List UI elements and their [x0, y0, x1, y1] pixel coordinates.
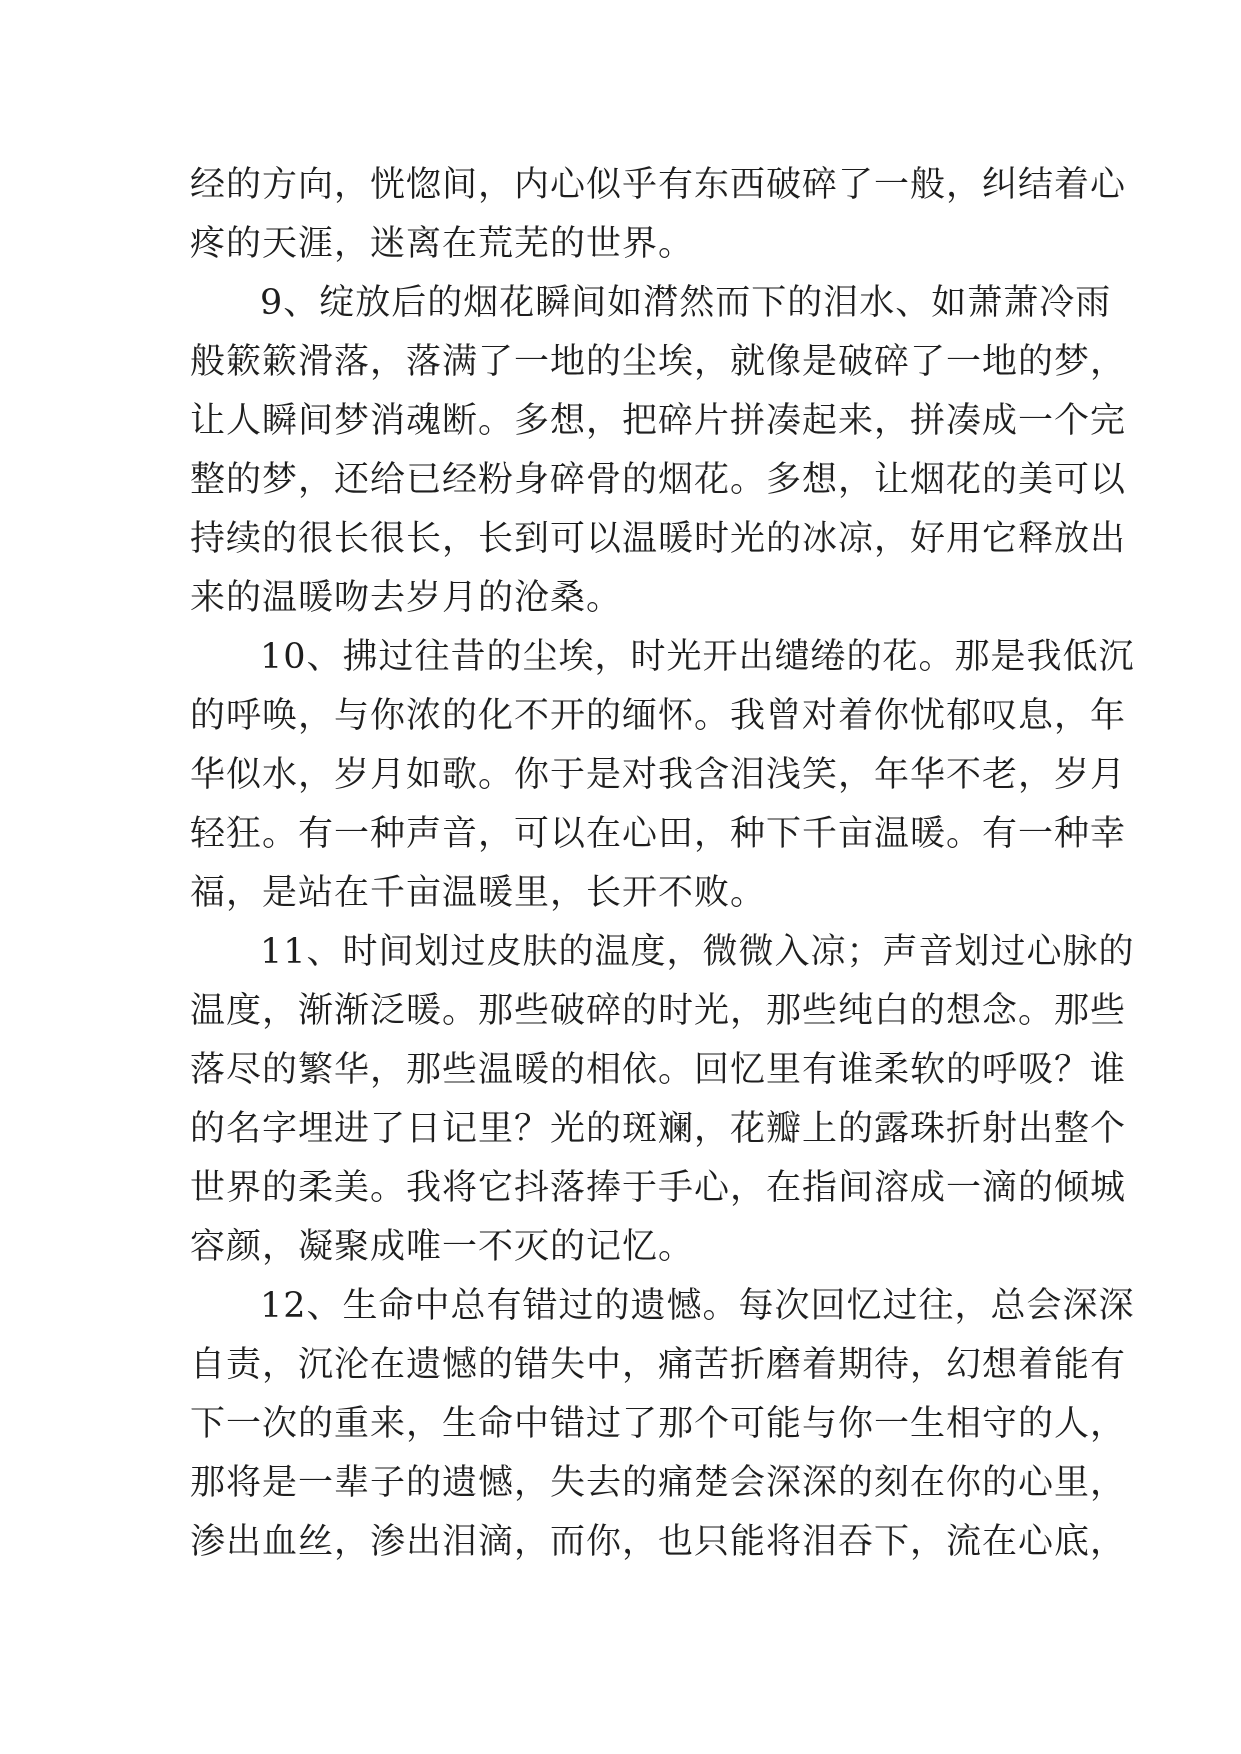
text-line: 世界的柔美。我将它抖落捧于手心，在指间溶成一滴的倾城: [190, 1168, 1127, 1208]
text-line: 般簌簌滑落，落满了一地的尘埃，就像是破碎了一地的梦，: [190, 342, 1127, 382]
text-line: 10、拂过往昔的尘埃，时光开出缱绻的花。那是我低沉: [260, 637, 1135, 677]
text-line: 福，是站在千亩温暖里，长开不败。: [190, 873, 767, 913]
text-line: 落尽的繁华，那些温暖的相依。回忆里有谁柔软的呼吸？谁: [190, 1050, 1127, 1090]
text-line: 自责，沉沦在遗憾的错失中，痛苦折磨着期待，幻想着能有: [190, 1345, 1127, 1385]
text-line: 整的梦，还给已经粉身碎骨的烟花。多想，让烟花的美可以: [190, 460, 1127, 500]
text-line: 轻狂。有一种声音，可以在心田，种下千亩温暖。有一种幸: [190, 814, 1127, 854]
text-line: 温度，渐渐泛暖。那些破碎的时光，那些纯白的想念。那些: [190, 991, 1127, 1031]
text-line: 渗出血丝，渗出泪滴，而你，也只能将泪吞下，流在心底，: [190, 1522, 1127, 1562]
text-line: 12、生命中总有错过的遗憾。每次回忆过往，总会深深: [260, 1286, 1135, 1326]
text-line: 的名字埋进了日记里？光的斑斓，花瓣上的露珠折射出整个: [190, 1109, 1127, 1149]
text-line: 华似水，岁月如歌。你于是对我含泪浅笑，年华不老，岁月: [190, 755, 1127, 795]
text-line: 经的方向，恍惚间，内心似乎有东西破碎了一般，纠结着心: [190, 165, 1127, 205]
text-line: 9、绽放后的烟花瞬间如潸然而下的泪水、如萧萧冷雨: [260, 283, 1112, 323]
text-line: 11、时间划过皮肤的温度，微微入凉；声音划过心脉的: [260, 932, 1135, 972]
text-line: 来的温暖吻去岁月的沧桑。: [190, 578, 623, 618]
document-body: [190, 156, 1135, 1572]
text-line: 容颜，凝聚成唯一不灭的记忆。: [190, 1227, 695, 1267]
text-line: 那将是一辈子的遗憾，失去的痛楚会深深的刻在你的心里，: [190, 1463, 1127, 1503]
text-line: 持续的很长很长，长到可以温暖时光的冰凉，好用它释放出: [190, 519, 1127, 559]
text-line: 疼的天涯，迷离在荒芜的世界。: [190, 224, 695, 264]
text-line: 下一次的重来，生命中错过了那个可能与你一生相守的人，: [190, 1404, 1127, 1444]
text-line: 的呼唤，与你浓的化不开的缅怀。我曾对着你忧郁叹息，年: [190, 696, 1127, 736]
text-line: 让人瞬间梦消魂断。多想，把碎片拼凑起来，拼凑成一个完: [190, 401, 1127, 441]
